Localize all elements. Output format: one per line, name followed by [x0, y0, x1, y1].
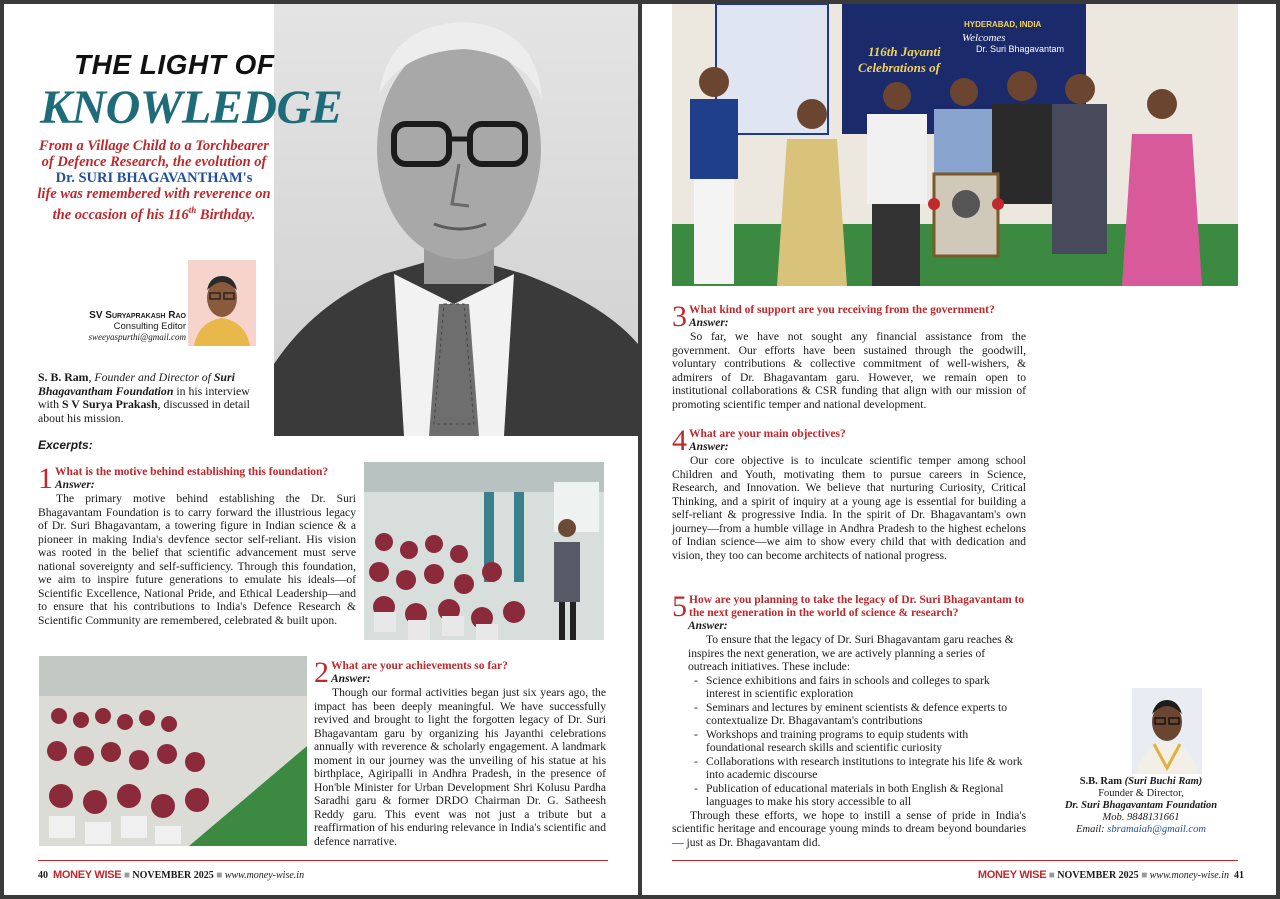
question-4-number: 4 — [672, 424, 687, 457]
author-photo — [188, 260, 256, 346]
intro-name: S. B. Ram — [38, 370, 89, 384]
question-1 — [38, 462, 356, 627]
question-2-answer-label: Answer: — [331, 673, 371, 685]
intro-role: , Founder and Director of — [88, 370, 214, 384]
subtitle-birthday-sup: th — [188, 205, 197, 215]
question-5-number: 5 — [672, 590, 687, 623]
subtitle-birthday-num: 116 — [167, 206, 189, 223]
initiative-item: - Collaborations with research institutions to integrate his life & work into academic discourse — [696, 755, 1026, 782]
question-2-number: 2 — [314, 656, 329, 689]
footer-rule-right — [672, 860, 1238, 861]
subtitle-part2: life was remembered with reverence on the occasion of his — [37, 186, 271, 223]
question-5-answer-label: Answer: — [688, 620, 728, 632]
banner-name: Dr. Suri Bhagavantam — [976, 44, 1065, 54]
question-5-title: How are you planning to take the legacy of Dr. Suri Bhagavantam to the next generation in the world of science & research? — [689, 594, 1025, 619]
author-name: SV Suryaprakash Rao — [89, 310, 186, 321]
subtitle-part1: From a Village Child to a Torchbearer of Defence Research, the evolution of — [39, 138, 269, 170]
author-role: Consulting Editor — [113, 321, 186, 332]
intro-rest: in his interview with — [38, 383, 250, 411]
footer-right: MONEY WISE ■ NOVEMBER 2025 ■ www.money-wise.in 41 — [977, 869, 1244, 881]
contact-role: Founder & Director, — [1098, 788, 1184, 799]
footer-rule-left — [38, 860, 608, 861]
contact-mobile: Mob. 9848131661 — [1102, 812, 1180, 823]
left-page — [4, 4, 638, 895]
subtitle-name: Dr. SURI BHAGAVANTHAM's — [55, 170, 253, 186]
footer-brand: MONEY WISE — [53, 869, 122, 881]
footer-left: 40 MONEY WISE ■ NOVEMBER 2025 ■ www.money-wise.in — [38, 869, 305, 881]
question-3-number: 3 — [672, 300, 687, 333]
students-photo-1 — [364, 462, 604, 640]
excerpts-label: Excerpts: — [38, 438, 93, 452]
banner-city: HYDERABAD, INDIA — [964, 20, 1042, 29]
intro-foundation: Suri Bhagavantham Foundation — [38, 370, 235, 398]
contact-name: S.B. Ram — [1079, 776, 1123, 787]
question-1-answer-text: The primary motive behind establishing the Dr. Suri Bhagavantam Foundation is to carry forward the illustrious legacy of Dr. Suri Bhagavantam, a towering figure in Indian science & a pioneer in making India's devfence sector self-reliant. His vision was rooted in the belief that scientific advancement must serve national sovereignty and self-sufficiency. Through this foundation, we aim to inspire future generations to emulate his ideals—of Scientific Excellence, National Pride, and Ethical Leadership—and to ensure that his contributions to India's Defence Research & Scientific Community are remembered, celebrated & built upon. — [38, 492, 356, 627]
contact-alias: (Suri Buchi Ram) — [1124, 776, 1203, 787]
footer-url[interactable]: www.money-wise.in — [1149, 870, 1229, 881]
contact-org: Dr. Suri Bhagavantam Foundation — [1064, 800, 1218, 811]
initiatives-list — [684, 674, 1026, 809]
event-photo — [672, 4, 1238, 286]
question-2-answer-text: Though our formal activities began just six years ago, the impact has been deeply meaningful. We have successfully revived and brought to light the forgotten legacy of Dr. Suri Bhagavantam garu by organizing his Jayanthi celebrations annually with reverence & scholarly engagement. A landmark moment in our journey was the unveiling of his statue at his birthplace, Agiripalli in Andhra Pradesh, in the presence of Hon'ble Minister for Urban Development Shri Kolusu Pardha Saradhi garu & former DRDO Chairman Dr. G. Satheesh Reddy garu. This event was not just a tribute but a reaffirmation of his enduring relevance in India's scientific and defence narrative. — [314, 686, 606, 848]
question-4-answer-text: Our core objective is to inculcate scientific temper among school Children and Youth, motivating them to pursue careers in Science, Research, and Innovation. We believe that nurturing Curiosity, Critical Thinking, and a spirit of inquiry at a young age is essential for building a self-reliant & progressive India. In the spirit of Dr. Bhagavantam's own journey—from a humble village in Andhra Pradesh to the highest echelons of Indian science—we aim to show every child that with dedication and vision, they too can become architects of national progress. — [672, 454, 1026, 562]
initiative-item: - Science exhibitions and fairs in schools and colleges to spark interest in scientific exploration — [696, 674, 1026, 701]
intro-end: , discussed in detail about his mission. — [38, 397, 250, 425]
portrait-photo — [274, 4, 638, 436]
subtitle-birthday-end: Birthday. — [199, 206, 256, 223]
initiative-item: - Seminars and lectures by eminent scientists & defence experts to contextualize Dr. Bhagavantam's contributions — [696, 701, 1026, 728]
question-3-title: What kind of support are you receiving from the government? — [689, 304, 995, 316]
question-4-answer-label: Answer: — [689, 441, 729, 453]
initiative-item: - Workshops and training programs to equip students with foundational research skills and scientific curiosity — [696, 728, 1026, 755]
question-4 — [672, 424, 1026, 562]
footer-brand: MONEY WISE — [977, 869, 1047, 881]
question-2-title: What are your achievements so far? — [331, 660, 508, 672]
initiative-item: - Publication of educational materials in both English & Regional languages to make his story accessible to all — [696, 782, 1026, 809]
footer-page-number: 41 — [1234, 870, 1244, 881]
banner-welcome: Welcomes — [962, 32, 1006, 44]
intro-interviewer: S V Surya Prakash — [61, 397, 158, 411]
footer-url[interactable]: www.money-wise.in — [224, 870, 305, 881]
question-3-answer-label: Answer: — [689, 317, 729, 329]
banner-line1: 116th Jayanti — [868, 44, 941, 59]
contact-block — [1046, 776, 1236, 836]
author-email[interactable]: sweeyaspurthi@gmail.com — [88, 332, 186, 342]
article-title-line2: KNOWLEDGE — [40, 81, 343, 134]
question-5 — [672, 590, 1026, 849]
contact-email-label: Email: — [1076, 824, 1105, 835]
question-2 — [314, 656, 606, 848]
banner-line2: Celebrations of — [858, 60, 940, 75]
question-1-title: What is the motive behind establishing this foundation? — [55, 466, 329, 478]
question-4-title: What are your main objectives? — [689, 428, 846, 440]
article-subtitle — [34, 138, 274, 223]
footer-month: NOVEMBER 2025 — [132, 870, 214, 881]
students-photo-2 — [39, 656, 307, 846]
contact-email[interactable]: sbramaiah@gmail.com — [1107, 824, 1206, 835]
footer-page-number: 40 — [38, 870, 48, 881]
question-3-answer-text: So far, we have not sought any financial assistance from the government. Our efforts have been sustained through the goodwill, voluntary contributions & collective commitment of well-wishers, & admirers of Dr. Bhagavantam garu. However, we remain open to institutional collaborations & CSR funding that align with our mission of promoting scientific temper and national development. — [672, 330, 1026, 411]
question-5-closing: Through these efforts, we hope to instill a sense of pride in India's scientific heritage and encourage young minds to dream beyond boundaries— just as Dr. Bhagavantam did. — [672, 808, 1026, 849]
footer-month: NOVEMBER 2025 — [1057, 870, 1139, 881]
question-1-answer-label: Answer: — [55, 479, 95, 491]
author-block — [24, 310, 186, 342]
question-5-intro: To ensure that the legacy of Dr. Suri Bhagavantam garu reaches & inspires the next generation, we are actively planning a series of outreach initiatives. These include: — [688, 633, 1014, 673]
question-1-number: 1 — [38, 462, 53, 495]
intro-paragraph — [38, 371, 270, 425]
article-title-line1: THE LIGHT OF — [74, 49, 275, 80]
question-3 — [672, 300, 1026, 411]
right-page — [642, 4, 1276, 895]
contact-photo — [1132, 688, 1202, 774]
